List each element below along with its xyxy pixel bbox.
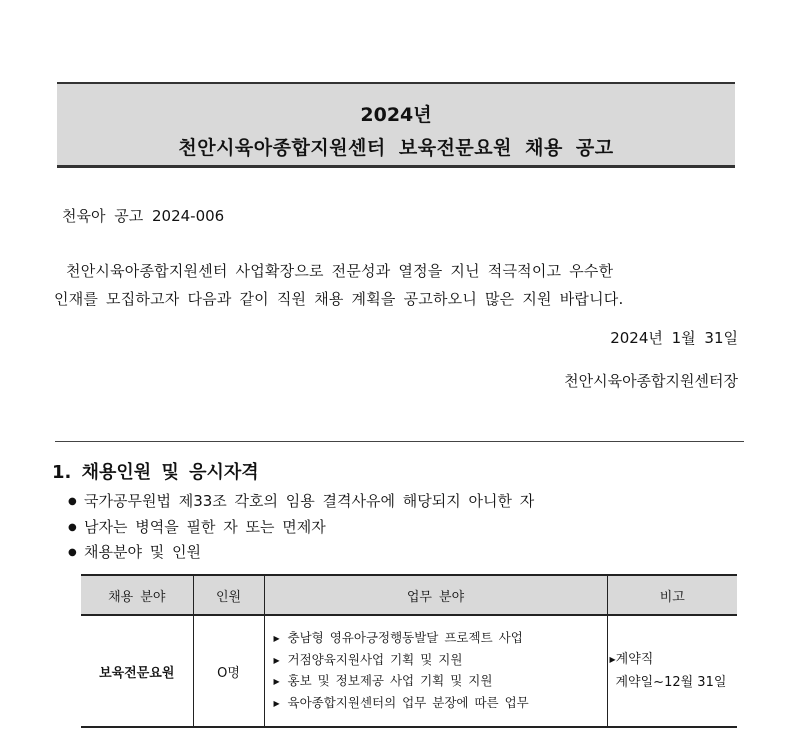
- qualification-list: [68, 490, 534, 567]
- notice-number: 천육아 공고 2024-006: [62, 207, 225, 225]
- bullet-icon: ●: [68, 521, 77, 533]
- list-item: [68, 541, 534, 567]
- duty-item: [274, 628, 606, 650]
- section-title: 1. 채용인원 및 응시자격: [52, 462, 259, 483]
- bullet-icon: ●: [68, 496, 77, 507]
- list-item: [68, 490, 534, 516]
- table-header-row: [81, 575, 737, 615]
- triangle-right-icon: ▶: [273, 698, 280, 708]
- table-row: [81, 615, 737, 727]
- duty-item: [274, 650, 606, 672]
- header-count: 인원: [193, 575, 264, 615]
- duty-list: [266, 628, 606, 714]
- duty-text: 충남형 영유아긍정행동발달 프로젝트 사업: [287, 630, 523, 645]
- position-table: [81, 574, 737, 728]
- list-item: [68, 516, 534, 542]
- triangle-right-icon: ▶: [273, 655, 280, 665]
- header-duties: 업무 분야: [264, 575, 607, 615]
- notice-date: 2024년 1월 31일: [610, 329, 738, 347]
- triangle-right-icon: ▶: [273, 634, 280, 643]
- list-item-text: 채용분야 및 인원: [84, 543, 201, 561]
- duty-item: [274, 693, 606, 715]
- triangle-right-icon: ▶: [609, 655, 616, 664]
- bullet-icon: ●: [68, 547, 77, 558]
- duty-item: [274, 671, 606, 693]
- note-line-1: [610, 648, 737, 671]
- header-note: 비고: [607, 575, 737, 615]
- issuer-name: 천안시육아종합지원센터장: [564, 372, 738, 390]
- list-item-text: 국가공무원법 제33조 각호의 임용 결격사유에 해당되지 아니한 자: [84, 492, 535, 510]
- cell-duties: [264, 615, 607, 727]
- intro-line-2: 인재를 모집하고자 다음과 같이 직원 채용 계획을 공고하오니 많은 지원 바랍니다.: [54, 290, 624, 308]
- list-item-text: 남자는 병역을 필한 자 또는 면제자: [84, 517, 326, 536]
- note-text: 계약직: [615, 652, 654, 667]
- header-field: 채용 분야: [81, 575, 193, 615]
- page-title: 천안시육아종합지원센터 보육전문요원 채용 공고: [178, 137, 614, 159]
- cell-field: 보육전문요원: [81, 615, 193, 727]
- section-divider: [55, 441, 744, 442]
- cell-note: [607, 615, 737, 727]
- title-year: 2024년: [360, 104, 432, 126]
- duty-text: 홍보 및 정보제공 사업 기획 및 지원: [287, 673, 493, 688]
- triangle-right-icon: ▶: [273, 677, 280, 686]
- duty-text: 육아종합지원센터의 업무 분장에 따른 업무: [287, 694, 529, 710]
- title-banner: [57, 82, 735, 168]
- cell-count: O명: [193, 615, 264, 727]
- note-line-2: 계약일~12월 31일: [615, 675, 727, 690]
- duty-text: 거점양육지원사업 기획 및 지원: [287, 651, 463, 667]
- intro-line-1: 천안시육아종합지원센터 사업확장으로 전문성과 열정을 지닌 적극적이고 우수한: [66, 262, 614, 280]
